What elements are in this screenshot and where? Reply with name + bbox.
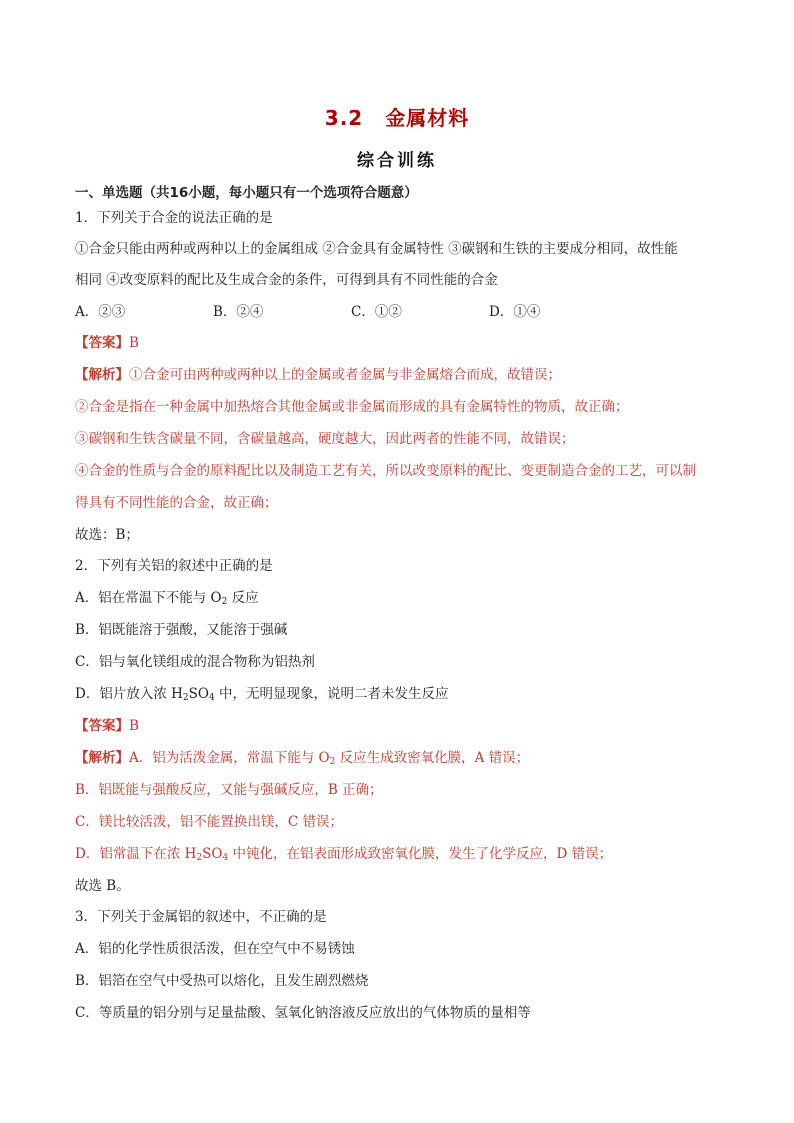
- q2-analysis-d-mid: SO: [202, 846, 223, 862]
- q2-analysis-a-end: 反应生成致密氧化膜，A 错误；: [335, 750, 530, 766]
- q2-option-d: [75, 685, 448, 703]
- q2-option-d-sub2: 4: [208, 693, 215, 703]
- q3-option-c: C．等质量的铝分别与足量盐酸、氢氧化钠溶液反应放出的气体物质的量相等: [75, 1005, 531, 1021]
- q2-answer-label: 【答案】: [75, 718, 129, 734]
- q2-analysis-line3: C．镁比较活泼，铝不能置换出镁，C 错误；: [75, 814, 343, 830]
- q1-analysis-line5: 得具有不同性能的合金，故正确；: [75, 495, 278, 511]
- q2-analysis-a-text: A．铝为活泼金属，常温下能与 O: [129, 750, 330, 766]
- q1-answer-label: 【答案】: [75, 335, 129, 351]
- q1-option-c: C．①②: [351, 304, 402, 320]
- q2-option-d-text: D．铝片放入浓 H: [75, 686, 183, 702]
- title-number: 3.2: [324, 106, 364, 130]
- q2-analysis-d-end: 中钝化，在铝表面形成致密氧化膜，发生了化学反应，D 错误；: [228, 846, 613, 862]
- q2-analysis-a-sub: 2: [329, 757, 336, 767]
- q2-option-a-text: A．铝在常温下不能与 O: [75, 590, 222, 606]
- q2-analysis-line2: B．铝既能与强酸反应，又能与强碱反应，B 正确；: [75, 782, 383, 798]
- page-title: [0, 102, 794, 131]
- q3-option-b: B．铝箔在空气中受热可以熔化，且发生剧烈燃烧: [75, 973, 369, 989]
- q1-conclusion: 故选：B；: [75, 527, 139, 543]
- q1-option-a: A．②③: [75, 304, 126, 320]
- q1-answer-value: B: [129, 335, 139, 351]
- q1-option-d: D．①④: [489, 304, 541, 320]
- q2-analysis-label: 【解析】: [75, 750, 129, 766]
- q2-answer-value: B: [129, 718, 139, 734]
- q2-analysis-d-sub1: 2: [196, 853, 203, 863]
- q1-answer: [75, 334, 139, 352]
- title-text: 金属材料: [385, 106, 470, 130]
- q1-analysis-text1: ①合金可由两种或两种以上的金属或者金属与非金属熔合而成，故错误；: [129, 367, 561, 383]
- q1-option-b: B．②④: [213, 304, 264, 320]
- q1-statement-line1: ①合金只能由两种或两种以上的金属组成 ②合金具有金属特性 ③碳钢和生铁的主要成分相同，故性能: [75, 241, 678, 257]
- q2-option-a-sub: 2: [221, 597, 228, 607]
- q2-option-d-sub1: 2: [182, 693, 189, 703]
- page-subtitle: 综合训练: [357, 151, 437, 171]
- q2-stem: 2．下列有关铝的叙述中正确的是: [75, 558, 273, 574]
- q2-option-d-mid: SO: [188, 686, 209, 702]
- q1-options: [75, 303, 540, 321]
- q2-option-a-end: 反应: [227, 590, 259, 606]
- q2-conclusion: 故选 B。: [75, 878, 130, 894]
- q3-option-a: A．铝的化学性质很活泼，但在空气中不易锈蚀: [75, 941, 355, 957]
- q2-option-d-end: 中，无明显现象，说明二者未发生反应: [214, 686, 449, 702]
- q1-analysis-label: 【解析】: [75, 367, 129, 383]
- q2-answer: [75, 717, 139, 735]
- q1-analysis-line3: ③碳钢和生铁含碳量不同，含碳量越高，硬度越大，因此两者的性能不同，故错误；: [75, 431, 575, 447]
- q2-analysis-d-sub2: 4: [222, 853, 229, 863]
- q3-stem: 3．下列关于金属铝的叙述中，不正确的是: [75, 909, 327, 925]
- q2-analysis-d-text: D．铝常温下在浓 H: [75, 846, 197, 862]
- q1-stem: 1．下列关于合金的说法正确的是: [75, 210, 273, 226]
- q1-statement-line2: 相同 ④改变原料的配比及生成合金的条件，可得到具有不同性能的合金: [75, 272, 498, 288]
- section-heading: 一、单选题（共16小题，每小题只有一个选项符合题意）: [75, 185, 418, 201]
- q2-option-c: C．铝与氧化镁组成的混合物称为铝热剂: [75, 654, 315, 670]
- q1-analysis-line1: [75, 366, 561, 384]
- q2-option-b: B．铝既能溶于强酸，又能溶于强碱: [75, 622, 288, 638]
- q2-analysis-line1: [75, 749, 529, 767]
- q2-analysis-line4: [75, 845, 612, 863]
- q1-analysis-line4: ④合金的性质与合金的原料配比以及制造工艺有关，所以改变原料的配比、变更制造合金的工艺，可以制: [75, 463, 696, 479]
- q1-analysis-line2: ②合金是指在一种金属中加热熔合其他金属或非金属而形成的具有金属特性的物质，故正确；: [75, 399, 629, 415]
- q2-option-a: [75, 589, 259, 607]
